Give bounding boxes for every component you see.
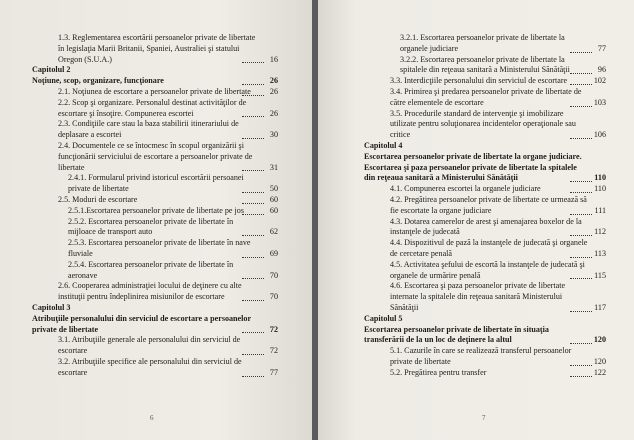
chapter-heading: [32, 65, 278, 76]
toc-page-number: 70: [269, 270, 278, 280]
toc-entry: [32, 98, 278, 120]
chapter-heading: [32, 303, 278, 314]
toc-entry: [364, 368, 606, 379]
toc-entry: [32, 357, 278, 379]
toc-entry-text: Capitolul 4: [364, 140, 403, 150]
toc-entry-text: 3.3. Interdicţiile personalului din serviciul de escortare: [390, 76, 568, 86]
toc-page-number: 106: [593, 130, 606, 140]
toc-page-number: 26: [269, 108, 278, 118]
toc-entry: [364, 217, 606, 239]
toc-entry: [364, 346, 606, 368]
toc-entry-text: 2.5.2. Escortarea persoanelor private de libertate în mijloace de transport auto: [68, 216, 234, 237]
toc-entry-text: 4.5. Activitatea şefului de escortă la instanţele de judecată şi organele de urmărire penală: [390, 259, 585, 280]
toc-entry-text: 3.2.2. Escortarea persoanelor private de libertate la spitalele din reţeaua sanitară a Ministerului Sănătăţii: [400, 54, 570, 75]
toc-entry: [32, 335, 278, 357]
chapter-heading: [364, 141, 606, 152]
toc-entry: [364, 33, 606, 55]
toc-page-number: 72: [269, 346, 278, 356]
toc-entry-text: 5.1. Cazurile în care se realizează transferul persoanelor private de libertate: [390, 346, 572, 366]
toc-entry: [32, 217, 278, 239]
toc-entry-text: 2.5.3. Escortarea persoanelor private de libertate în nave fluviale: [68, 238, 251, 258]
toc-page-number: 16: [269, 54, 278, 64]
page-number-left: 6: [150, 414, 154, 422]
toc-page-number: 30: [269, 130, 278, 140]
toc-entry-text: 3.2. Atribuţiile specifice ale personalului din serviciul de escortare: [58, 356, 242, 377]
toc-entry: [32, 87, 278, 98]
toc-entry: [364, 109, 606, 141]
toc-entry-text: 4.3. Dotarea camerelor de arest şi amenajarea boxelor de la instanţele de judecată: [390, 216, 582, 237]
toc-entry: [364, 195, 606, 217]
toc-page-number: 112: [594, 227, 606, 237]
toc-entry-text: 3.2.1. Escortarea persoanelor private de libertate la organele judiciare: [400, 33, 565, 53]
page-number-right: 7: [482, 414, 486, 422]
toc-entry: [32, 281, 278, 303]
toc-page-number: 26: [269, 76, 278, 86]
toc-page-number: 60: [269, 205, 278, 215]
chapter-title-entry: [32, 76, 278, 87]
toc-entry-text: 4.1. Compunerea escortei la organele judiciare: [390, 184, 541, 194]
toc-entry-text: 2.2. Scop şi organizare. Personalul destinat activităţilor de escortare şi însoţire. Compunerea escortei: [58, 97, 247, 118]
toc-entry-text: Escortarea persoanelor private de libertate în situaţia transferării de la un loc de deţinere la altul: [364, 324, 549, 345]
toc-entry-text: 2.4.1. Formularul privind istoricul escortării persoanei private de libertate: [68, 173, 244, 194]
toc-page-number: 110: [594, 173, 606, 183]
toc-entry: [32, 260, 278, 282]
toc-entry: [32, 141, 278, 173]
toc-page-number: 70: [269, 292, 278, 302]
toc-entry: [32, 195, 278, 206]
toc-page-number: 113: [594, 248, 606, 258]
toc-page-number: 117: [594, 302, 606, 312]
toc-entry: [364, 281, 606, 313]
toc-entry-text: 4.2. Pregătirea persoanelor private de libertate ce urmează să fie escortate la organe judiciare: [390, 194, 587, 215]
toc-entry-text: Noţiune, scop, organizare, funcţionare: [32, 76, 164, 86]
chapter-title-entry: [364, 152, 606, 184]
toc-entry: [364, 76, 606, 87]
toc-page-number: 103: [593, 97, 606, 107]
toc-entry: [32, 206, 278, 217]
toc-page-number: 62: [269, 227, 278, 237]
toc-page-number: 50: [269, 184, 278, 194]
toc-page-number: 120: [593, 356, 606, 366]
toc-page-number: 72: [269, 324, 278, 334]
toc-entry-text: 2.4. Documentele ce se întocmesc în scopul organizării şi funcţionării serviciului de escortare a persoanelor private de libertate: [58, 140, 253, 172]
table-of-contents-right: [364, 33, 606, 379]
toc-entry: [32, 33, 278, 65]
toc-page-number: 110: [594, 184, 606, 194]
toc-entry: [32, 238, 278, 260]
toc-page-number: 77: [597, 43, 606, 53]
toc-entry-text: 2.5. Moduri de escortare: [58, 194, 138, 204]
toc-entry: [364, 55, 606, 77]
toc-entry-text: 2.6. Cooperarea administraţiei locului de deţinere cu alte instituţii pentru îndeplinirea misiunilor de escortare: [58, 281, 242, 302]
toc-entry: [364, 87, 606, 109]
toc-page-number: 120: [593, 335, 606, 345]
toc-entry-text: 4.4. Dispozitivul de pază la instanţele de judecată şi organele de cercetare penală: [390, 238, 588, 258]
chapter-title-entry: [32, 314, 278, 336]
left-page: [0, 0, 312, 440]
toc-page-number: 26: [269, 86, 278, 96]
toc-page-number: 96: [597, 65, 606, 75]
toc-page-number: 60: [269, 194, 278, 204]
toc-entry-text: 2.5.4. Escortarea persoanelor private de libertate în aeronave: [68, 259, 234, 280]
toc-page-number: 102: [593, 76, 606, 86]
toc-entry-text: 3.5. Procedurile standard de intervenţie şi imobilizare utilizate pentru soluţionarea incidentelor operaţionale sau critice: [390, 108, 576, 140]
toc-entry-text: Atribuţiile personalului din serviciul de escortare a persoanelor private de libertate: [32, 313, 251, 334]
toc-entry-text: 5.2. Pregătirea pentru transfer: [390, 367, 487, 377]
toc-page-number: 115: [594, 270, 606, 280]
toc-page-number: 111: [594, 205, 606, 215]
toc-entry: [364, 238, 606, 260]
toc-entry-text: 3.1. Atribuţiile generale ale personalului din serviciul de escortare: [58, 335, 241, 356]
toc-page-number: 77: [269, 367, 278, 377]
toc-entry-text: 3.4. Primirea şi predarea persoanelor private de libertate de către elementele de escortare: [390, 86, 582, 107]
toc-entry: [32, 119, 278, 141]
toc-entry-text: Capitolul 5: [364, 313, 403, 323]
chapter-title-entry: [364, 325, 606, 347]
right-page: [318, 0, 634, 440]
toc-entry-text: Capitolul 2: [32, 65, 71, 75]
toc-entry-text: 2.3. Condiţiile care stau la baza stabilirii itinerariului de deplasare a escortei: [58, 119, 239, 140]
toc-entry-text: 1.3. Reglementarea escortării persoanelor private de libertate în legislaţia Marii Britanii, Spaniei, Australiei şi statului Oregon (S.U.A.): [58, 33, 256, 64]
toc-entry-text: Capitolul 3: [32, 302, 71, 312]
toc-entry: [32, 173, 278, 195]
toc-entry: [364, 184, 606, 195]
toc-page-number: 69: [269, 248, 278, 258]
toc-entry-text: 4.6. Escortarea şi paza persoanelor private de libertate internate la spitalele din reţeaua sanitară Ministerului Sănătăţii: [390, 281, 566, 312]
chapter-heading: [364, 314, 606, 325]
toc-entry: [364, 260, 606, 282]
table-of-contents-left: [32, 33, 278, 379]
toc-page-number: 31: [269, 162, 278, 172]
toc-entry-text: 2.1. Noţiunea de escortare a persoanelor private de libertate: [58, 86, 251, 96]
toc-page-number: 122: [593, 367, 606, 377]
toc-entry-text: Escortarea persoanelor private de libertate la organe judiciare. Escortarea şi paza persoanelor private de libertate la spitalele din reţeaua sanitară a Ministerului Sănătăţii: [364, 151, 582, 183]
toc-entry-text: 2.5.1.Escortarea persoanelor private de libertate pe jos: [68, 205, 244, 215]
